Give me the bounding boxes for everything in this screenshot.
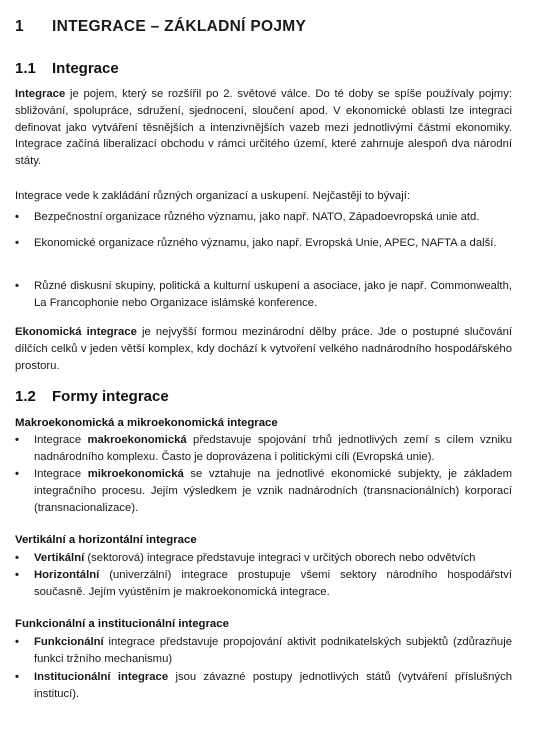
intro-text: je pojem, který se rozšířil po 2. světové válce. Do té doby se spíše používaly pojmy: sbližování, spolupráce, sdružení, sjednocení, sloučení apod. V ekonomické oblasti lze integraci definovat jako vytváření těsnějších a intenzivnějších vazeb mezi jednotlivými částmi ekonomiky. Integrace začíná liberalizací obchodu v rámci určitého území, které zahrnuje alespoň dva národní státy. [15, 88, 512, 168]
section-heading-integrace [15, 60, 119, 77]
list-item-text: Bezpečnostní organizace různého významu, jako např. NATO, Západoevropská unie atd. [34, 211, 480, 223]
chapter-number: 1 [15, 18, 24, 35]
list-item-text [34, 432, 512, 466]
item-term: mikroekonomická [87, 468, 184, 480]
item-term: Vertikální [34, 552, 85, 564]
item-term: Horizontální [34, 569, 100, 581]
item-description: představuje spojování trhů jednotlivých zemí s cílem vzniku nadnárodního komplexu. Často je doprovázena i politickými cíli (Evropská unie). [34, 434, 512, 463]
item-description: jsou závazné postupy jednotlivých států (vytváření příslušných institucí). [34, 671, 512, 700]
term-integrace: Integrace [15, 88, 66, 100]
bullet-dot-icon: • [15, 671, 19, 683]
item-term: Institucionální integrace [34, 671, 169, 683]
item-term: Funkcionální [34, 636, 104, 648]
bullet-dot-icon: • [15, 552, 19, 564]
lead-paragraph: Integrace vede k zakládání různých organizací a uskupení. Nejčastěji to bývají: [15, 190, 410, 202]
bullet-dot-icon: • [15, 434, 19, 446]
subheading-vertikalni-horizontalni: Vertikální a horizontální integrace [15, 534, 197, 546]
section-title: Integrace [52, 60, 119, 77]
bullet-dot-icon: • [15, 569, 19, 581]
section-number: 1.2 [15, 388, 36, 405]
list-item-text [34, 669, 512, 703]
list-item-text [34, 550, 512, 567]
section-heading-formy [15, 388, 169, 405]
intro-paragraph [15, 86, 512, 170]
economic-integration-text: je nejvyšší formou mezinárodní dělby práce. Jde o postupné slučování dílčích celků v jeden větší komplex, kdy dochází k vytvoření velkého nadnárodního hospodářského prostoru. [15, 326, 512, 372]
item-description: integrace představuje propojování aktivit podnikatelských subjektů (zdůrazňuje funkci tržního mechanismu) [34, 636, 512, 665]
item-description: (univerzální) integrace prostupuje všemi sektory národního hospodářství současně. Jejím vyústěním je makroekonomická integrace. [34, 569, 512, 598]
item-term: makroekonomická [87, 434, 187, 446]
section-title: Formy integrace [52, 388, 169, 405]
item-description: se vztahuje na jednotlivé ekonomické subjekty, je základem integračního procesu. Jejím výsledkem je vznik nadnárodních (transnacionálních) korporací (transnacionalizace). [34, 468, 512, 514]
subheading-makro-mikro: Makroekonomická a mikroekonomická integrace [15, 417, 278, 429]
chapter-title: INTEGRACE – ZÁKLADNÍ POJMY [52, 18, 307, 35]
list-item-text: Ekonomické organizace různého významu, jako např. Evropská Unie, APEC, NAFTA a další. [34, 237, 497, 249]
bullet-dot-icon: • [15, 636, 19, 648]
bullet-dot-icon: • [15, 237, 19, 249]
list-item-text [34, 567, 512, 601]
list-item-text [34, 634, 512, 668]
bullet-dot-icon: • [15, 468, 19, 480]
term-ekonomicka-integrace: Ekonomická integrace [15, 326, 137, 338]
subheading-funkcionalni-institucionalni: Funkcionální a institucionální integrace [15, 618, 229, 630]
economic-integration-paragraph [15, 324, 512, 374]
list-item-text: Různé diskusní skupiny, politická a kulturní uskupení a asociace, jako je např. Commonwealth, La Francophonie nebo Organizace islámské konference. [34, 280, 512, 309]
section-number: 1.1 [15, 60, 36, 77]
bullet-dot-icon: • [15, 211, 19, 223]
list-item-text [34, 466, 512, 516]
item-prefix: Integrace [34, 434, 88, 446]
item-prefix: Integrace [34, 468, 88, 480]
item-description: (sektorová) integrace představuje integraci v určitých oborech nebo odvětvích [84, 552, 476, 564]
bullet-dot-icon: • [15, 280, 19, 292]
chapter-heading [15, 18, 306, 36]
